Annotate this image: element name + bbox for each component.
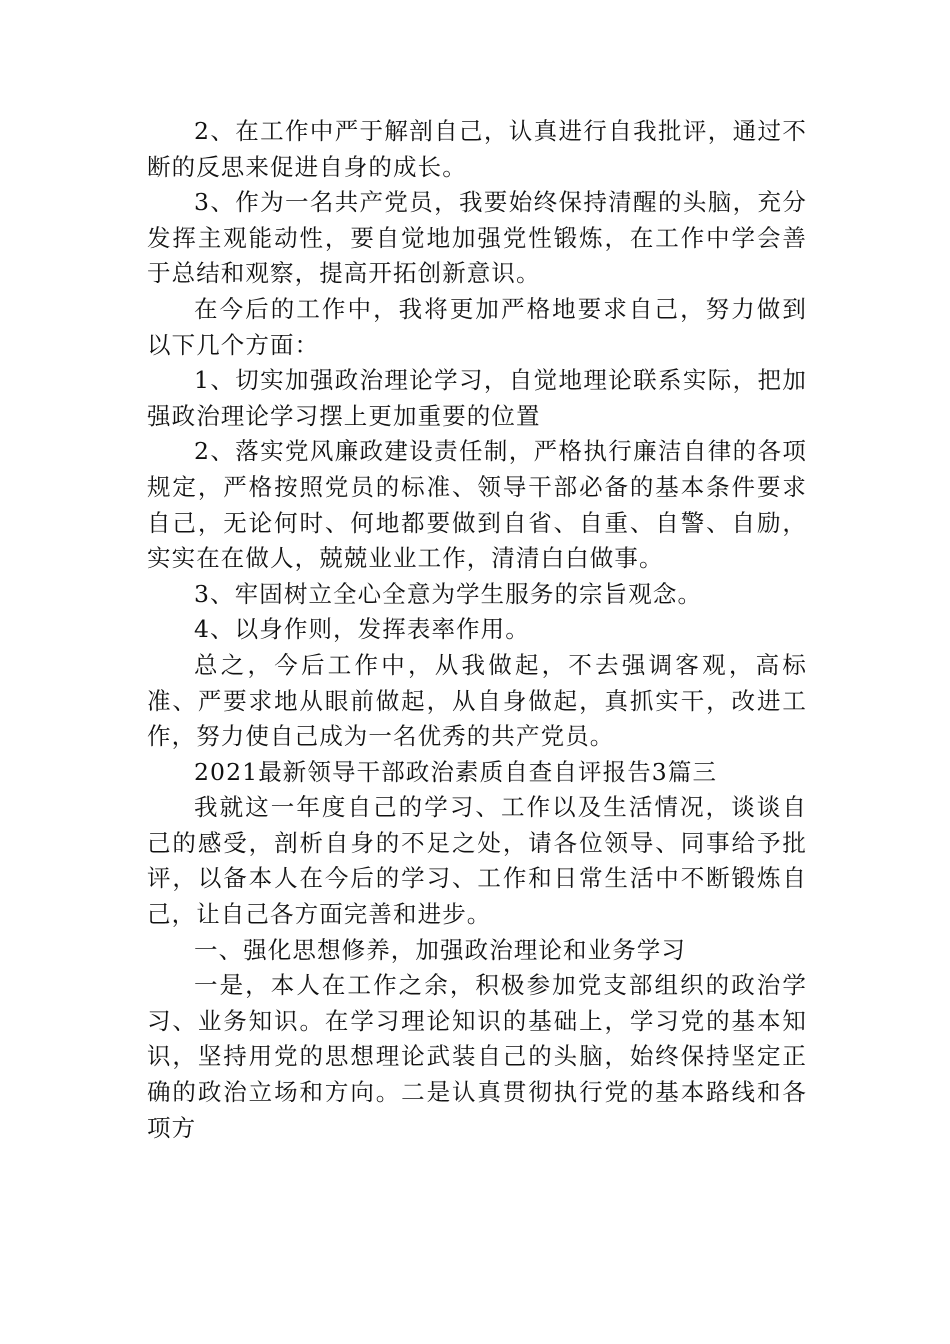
paragraph: 3、牢固树立全心全意为学生服务的宗旨观念。 — [194, 579, 703, 608]
paragraph: 3、作为一名共产党员，我要始终保持清醒的头脑，充分发挥主观能动性，要自觉地加强党性锻炼，在工作中学会善于总结和观察，提高开拓创新意识。 — [147, 188, 807, 288]
subsection-heading: 一、强化思想修养，加强政治理论和业务学习 — [194, 935, 686, 964]
paragraph: 总之，今后工作中，从我做起，不去强调客观，高标准、严要求地从眼前做起，从自身做起，真抓实干，改进工作，努力使自己成为一名优秀的共产党员。 — [147, 650, 807, 751]
paragraph: 在今后的工作中，我将更加严格地要求自己，努力做到以下几个方面： — [147, 294, 807, 359]
paragraph: 2、落实党风廉政建设责任制，严格执行廉洁自律的各项规定，严格按照党员的标准、领导干部必备的基本条件要求自己，无论何时、何地都要做到自省、自重、自警、自励，实实在在做人，兢兢业业工作，清清白白做事。 — [147, 437, 807, 573]
paragraph: 4、以身作则，发挥表率作用。 — [194, 615, 530, 644]
paragraph: 1、切实加强政治理论学习，自觉地理论联系实际，把加强政治理论学习摆上更加重要的位置 — [147, 366, 807, 430]
paragraph: 一是，本人在工作之余，积极参加党支部组织的政治学习、业务知识。在学习理论知识的基础上，学习党的基本知识，坚持用党的思想理论武装自己的头脑，始终保持坚定正确的政治立场和方向。二是认真贯彻执行党的基本路线和各项方 — [147, 971, 807, 1142]
document-body — [147, 114, 807, 1146]
paragraph: 我就这一年度自己的学习、工作以及生活情况，谈谈自己的感受，剖析自身的不足之处，请各位领导、同事给予批评，以备本人在今后的学习、工作和日常生活中不断锻炼自己，让自己各方面完善和进步。 — [147, 793, 807, 929]
paragraph: 2、在工作中严于解剖自己，认真进行自我批评，通过不断的反思来促进自身的成长。 — [147, 117, 807, 181]
section-heading: 2021最新领导干部政治素质自查自评报告3篇三 — [194, 757, 718, 786]
